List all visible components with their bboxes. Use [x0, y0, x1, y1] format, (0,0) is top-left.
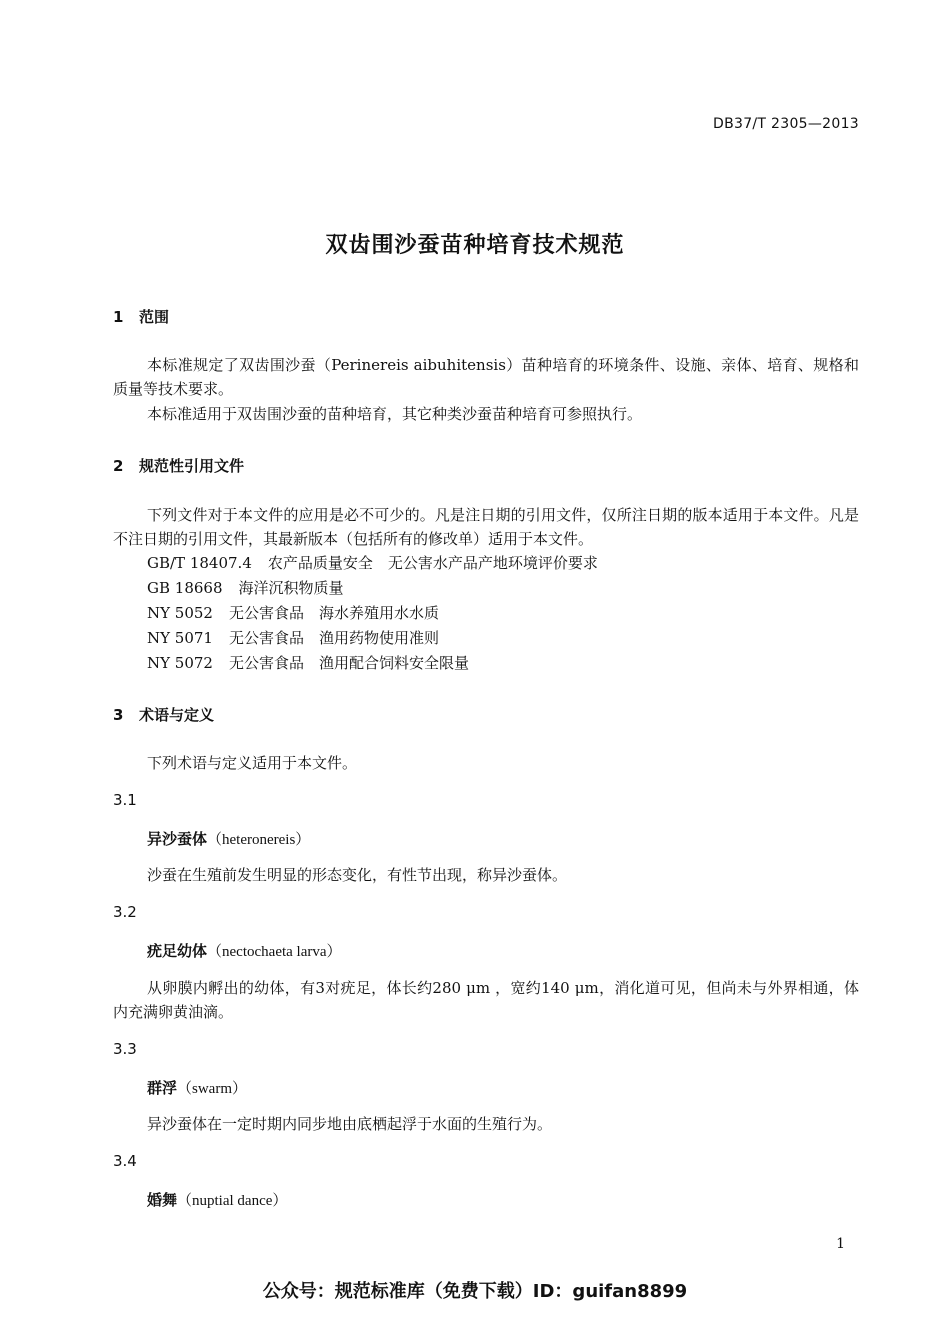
- term-name: 疣足幼体: [147, 942, 208, 960]
- reference-item: [147, 577, 360, 598]
- reference-item: [147, 627, 455, 648]
- term-name: 婚舞: [147, 1191, 178, 1209]
- section-number: 1: [113, 308, 124, 326]
- reference-code: NY 5072: [147, 654, 213, 672]
- reference-item: [147, 552, 614, 573]
- paragraph: 本标准规定了双齿围沙蚕（Perinereis aibuhitensis）苗种培育的环境条件、设施、亲体、培育、规格和质量等技术要求。: [113, 356, 859, 398]
- term-number: 3.2: [113, 903, 137, 921]
- section-heading-scope: [113, 306, 169, 327]
- term-name: 群浮: [147, 1079, 178, 1097]
- term-english: （nuptial dance）: [177, 1193, 288, 1209]
- section-number: 3: [113, 706, 124, 724]
- paragraph: 本标准适用于双齿围沙蚕的苗种培育，其它种类沙蚕苗种培育可参照执行。: [147, 405, 643, 423]
- reference-name: 农产品质量安全 无公害水产品产地环境评价要求: [267, 554, 598, 572]
- paragraph: 下列术语与定义适用于本文件。: [147, 754, 358, 772]
- term-number: 3.3: [113, 1040, 137, 1058]
- term-english: （swarm）: [177, 1081, 248, 1097]
- section-title: 范围: [139, 308, 170, 326]
- document-number: DB37/T 2305—2013: [713, 116, 859, 132]
- section-title: 术语与定义: [139, 706, 215, 724]
- reference-code: NY 5052: [147, 604, 213, 622]
- reference-name: 无公害食品 海水养殖用水水质: [228, 604, 439, 622]
- term-number: 3.4: [113, 1152, 137, 1170]
- section-title: 规范性引用文件: [139, 457, 245, 475]
- reference-code: NY 5071: [147, 629, 213, 647]
- term-english: （heteronereis）: [207, 832, 311, 848]
- term-heading: [147, 1189, 287, 1210]
- section-number: 2: [113, 457, 124, 475]
- page-number: 1: [836, 1236, 845, 1252]
- term-heading: [147, 828, 310, 849]
- term-definition: 异沙蚕体在一定时期内同步地由底栖起浮于水面的生殖行为。: [147, 1115, 553, 1133]
- footer-watermark: 公众号：规范标准库（免费下载）ID：guifan8899: [262, 1281, 688, 1302]
- document-title: 双齿围沙蚕苗种培育技术规范: [325, 233, 625, 258]
- term-english: （nectochaeta larva）: [207, 944, 342, 960]
- term-definition: 从卵膜内孵出的幼体，有3对疣足，体长约280 μm ，宽约140 μm，消化道可见，但尚未与外界相通，体内充满卵黄油滴。: [113, 979, 859, 1021]
- term-heading: [147, 940, 342, 961]
- term-heading: [147, 1077, 247, 1098]
- term-number: 3.1: [113, 791, 137, 809]
- reference-name: 海洋沉积物质量: [238, 579, 344, 597]
- reference-name: 无公害食品 渔用配合饲料安全限量: [228, 654, 469, 672]
- reference-item: [147, 652, 485, 673]
- reference-code: GB/T 18407.4: [147, 554, 252, 572]
- term-definition: 沙蚕在生殖前发生明显的形态变化，有性节出现，称异沙蚕体。: [147, 866, 568, 884]
- reference-code: GB 18668: [147, 579, 223, 597]
- reference-name: 无公害食品 渔用药物使用准则: [228, 629, 439, 647]
- section-heading-normative-references: [113, 455, 244, 476]
- paragraph: 下列文件对于本文件的应用是必不可少的。凡是注日期的引用文件，仅所注日期的版本适用于本文件。凡是不注日期的引用文件，其最新版本（包括所有的修改单）适用于本文件。: [113, 506, 859, 548]
- section-heading-terms: [113, 704, 214, 725]
- reference-item: [147, 602, 455, 623]
- term-name: 异沙蚕体: [147, 830, 208, 848]
